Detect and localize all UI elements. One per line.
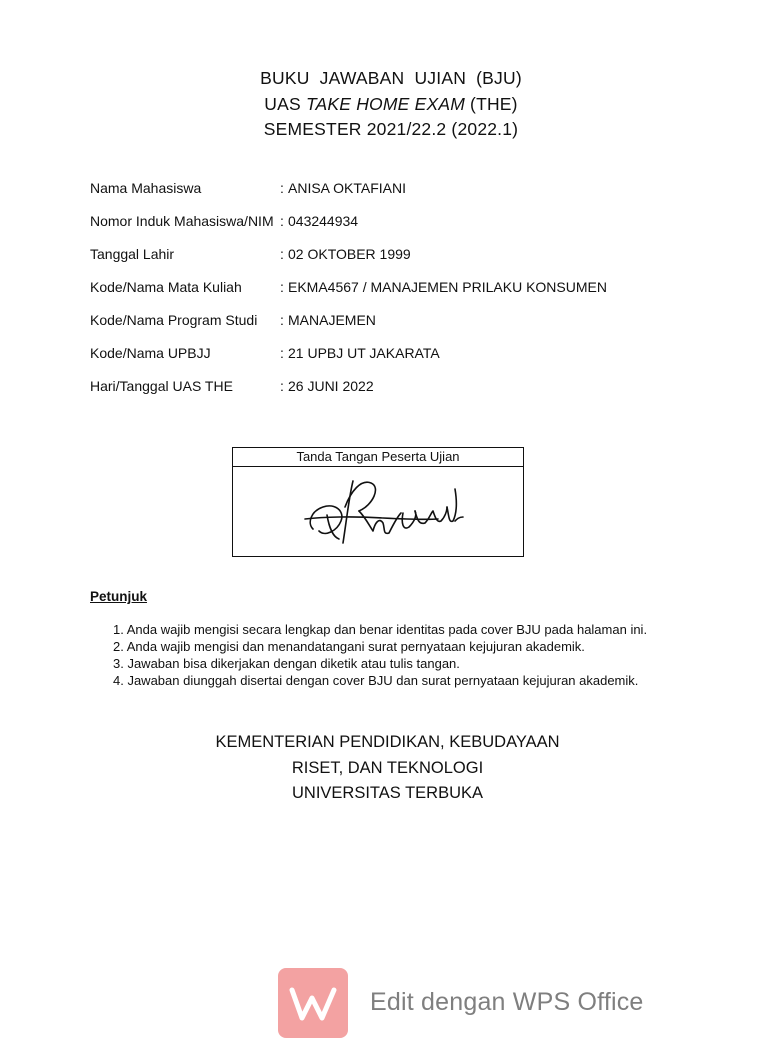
instruction-list: [113, 621, 713, 689]
instruction-item: 4. Jawaban diunggah disertai dengan cover BJU dan surat pernyataan kejujuran akademik.: [113, 673, 639, 688]
identity-separator: :: [280, 246, 284, 262]
signature-header: Tanda Tangan Peserta Ujian: [233, 448, 523, 467]
wps-logo-icon: [278, 968, 348, 1038]
identity-value: 21 UPBJ UT JAKARATA: [288, 345, 440, 361]
wps-edit-banner[interactable]: [278, 968, 678, 1024]
title-line-1: BUKU JAWABAN UJIAN (BJU): [260, 68, 522, 88]
signature-drawing: [233, 467, 523, 556]
title-line-2: [0, 92, 768, 118]
identity-label: Kode/Nama Program Studi: [90, 312, 258, 328]
instruction-item: 1. Anda wajib mengisi secara lengkap dan benar identitas pada cover BJU pada halaman ini.: [113, 622, 648, 637]
identity-value: EKMA4567 / MANAJEMEN PRILAKU KONSUMEN: [288, 279, 607, 295]
ministry-block: [0, 730, 768, 807]
title-line-3: SEMESTER 2021/22.2 (2022.1): [263, 119, 519, 139]
title-line-2-italic: TAKE HOME EXAM: [305, 93, 465, 114]
identity-label: Nomor Induk Mahasiswa/NIM: [90, 213, 274, 229]
identity-separator: :: [280, 345, 284, 361]
identity-label: Kode/Nama Mata Kuliah: [90, 279, 242, 295]
identity-value: MANAJEMEN: [288, 312, 376, 328]
identity-separator: :: [280, 213, 284, 229]
identity-separator: :: [280, 312, 284, 328]
instruction-item: 3. Jawaban bisa dikerjakan dengan diketik atau tulis tangan.: [113, 656, 460, 671]
ministry-line-3: UNIVERSITAS TERBUKA: [291, 784, 483, 802]
identity-label: Tanggal Lahir: [90, 246, 175, 262]
identity-value: 043244934: [288, 213, 359, 229]
petunjuk-title: Petunjuk: [90, 589, 148, 604]
identity-label: Hari/Tanggal UAS THE: [90, 378, 233, 394]
identity-value: 02 OKTOBER 1999: [288, 246, 411, 262]
ministry-line-1: KEMENTERIAN PENDIDIKAN, KEBUDAYAAN: [215, 733, 560, 751]
identity-value: 26 JUNI 2022: [288, 378, 374, 394]
identity-separator: :: [280, 180, 284, 196]
instruction-item: 2. Anda wajib mengisi dan menandatangani surat pernyataan kejujuran akademik.: [113, 639, 585, 654]
title-line-2-prefix: UAS: [264, 93, 306, 114]
identity-separator: :: [280, 279, 284, 295]
identity-label: Nama Mahasiswa: [90, 180, 202, 196]
wps-edit-text[interactable]: Edit dengan WPS Office: [370, 988, 644, 1016]
identity-separator: :: [280, 378, 284, 394]
document-title: [0, 66, 768, 143]
identity-label: Kode/Nama UPBJJ: [90, 345, 211, 361]
signature-box: [232, 447, 524, 557]
title-line-2-suffix: (THE): [464, 93, 518, 114]
identity-value: ANISA OKTAFIANI: [288, 180, 406, 196]
ministry-line-2: RISET, DAN TEKNOLOGI: [291, 758, 484, 777]
